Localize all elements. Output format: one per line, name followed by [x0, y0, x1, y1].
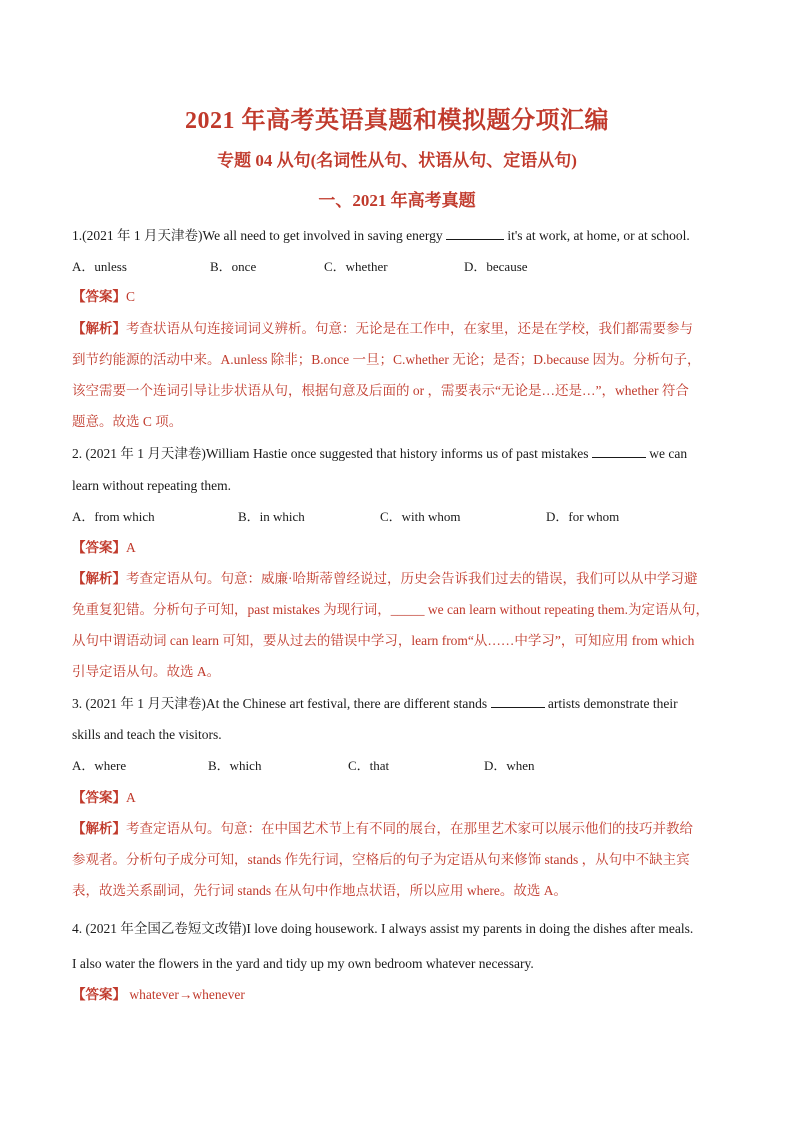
- analysis-label: 【解析】: [72, 821, 126, 836]
- question-2-analysis-line: 免重复犯错。分析句子可知，past mistakes 为现行词，_____ we can learn without repeating them.为定语从句，: [72, 602, 710, 617]
- question-1-analysis-line: 到节约能源的活动中来。A.unless 除非；B.once 一旦；C.whether 无论；是否；D.because 因为。分析句子，: [72, 352, 701, 367]
- question-3-stem-text: 3. (2021 年 1 月天津卷)At the Chinese art festival, there are different stands: [72, 696, 491, 711]
- question-2-analysis-line: 引导定语从句。故选 A。: [72, 664, 221, 679]
- answer-label: 【答案】: [72, 987, 126, 1002]
- analysis-text: 考查定语从句。句意：威廉·哈斯蒂曾经说过，历史会告诉我们过去的错误，我们可以从中学习避: [126, 571, 698, 586]
- question-1-analysis-line: [72, 319, 732, 339]
- option-a: A．unless: [72, 259, 127, 274]
- option-c: C．whether: [324, 259, 388, 274]
- option-a: A．from which: [72, 509, 155, 524]
- question-4-answer: [72, 985, 732, 1005]
- answer-label: 【答案】: [72, 289, 126, 304]
- page-title: 2021 年高考英语真题和模拟题分项汇编: [185, 108, 609, 134]
- option-c: C．with whom: [380, 509, 461, 524]
- answer-blank: [491, 707, 545, 708]
- answer-value: whatever→whenever: [129, 987, 245, 1002]
- question-3-stem-tail: artists demonstrate their: [544, 696, 678, 711]
- question-2-answer: [72, 538, 732, 558]
- answer-blank: [592, 457, 646, 458]
- question-3-stem-line2: skills and teach the visitors.: [72, 727, 222, 742]
- topic-subtitle: 专题 04 从句(名词性从句、状语从句、定语从句): [217, 151, 577, 170]
- section-heading: 一、2021 年高考真题: [318, 191, 476, 210]
- option-d: D．for whom: [546, 509, 620, 524]
- question-2-analysis-line: 从句中谓语动词 can learn 可知，要从过去的错误中学习，learn from“从……中学习”，可知应用 from which: [72, 633, 695, 648]
- answer-label: 【答案】: [72, 540, 126, 555]
- answer-blank: [446, 239, 504, 240]
- question-3-analysis-line: 表，故选关系副词，先行词 stands 在从句中作地点状语，所以应用 where。故选 A。: [72, 883, 567, 898]
- answer-value: C: [126, 289, 136, 304]
- answer-label: 【答案】: [72, 790, 126, 805]
- question-1-analysis-line: 该空需要一个连词引导让步状语从句，根据句意及后面的 or ，需要表示“无论是…还是…”，whether 符合: [72, 383, 689, 398]
- question-2-analysis-line: [72, 569, 732, 589]
- question-4-stem-line2: I also water the flowers in the yard and tidy up my own bedroom whatever necessary.: [72, 956, 534, 971]
- answer-value: A: [126, 790, 136, 805]
- question-1-stem-tail: it's at work, at home, or at school.: [503, 228, 690, 243]
- question-3-analysis-line: 参观者。分析句子成分可知，stands 作先行词，空格后的句子为定语从句来修饰 stands ，从句中不缺主宾: [72, 852, 690, 867]
- option-d: D．when: [484, 758, 535, 773]
- question-3-stem: [72, 694, 732, 714]
- option-a: A．where: [72, 758, 127, 773]
- analysis-text: 考查状语从句连接词词义辨析。句意：无论是在工作中，在家里，还是在学校，我们都需要参与: [126, 321, 693, 336]
- analysis-text: 考查定语从句。句意：在中国艺术节上有不同的展台，在那里艺术家可以展示他们的技巧并教给: [126, 821, 693, 836]
- question-1-analysis-line: 题意。故选 C 项。: [72, 414, 183, 429]
- question-2-stem-line2: learn without repeating them.: [72, 478, 231, 493]
- question-4-stem: 4. (2021 年全国乙卷短文改错)I love doing housework. I always assist my parents in doing the dishes after meals.: [72, 921, 694, 936]
- option-b: B．which: [208, 758, 262, 773]
- answer-value: A: [126, 540, 136, 555]
- analysis-label: 【解析】: [72, 321, 126, 336]
- analysis-label: 【解析】: [72, 571, 126, 586]
- question-1-stem-text: 1.(2021 年 1 月天津卷)We all need to get involved in saving energy: [72, 228, 446, 243]
- question-3-answer: [72, 788, 732, 808]
- option-b: B．once: [210, 259, 257, 274]
- option-b: B．in which: [238, 509, 305, 524]
- question-1-answer: [72, 287, 732, 307]
- question-2-stem-text: 2. (2021 年 1 月天津卷)William Hastie once suggested that history informs us of past mistakes: [72, 446, 592, 461]
- question-2-stem-tail: we can: [645, 446, 688, 461]
- option-d: D．because: [464, 259, 528, 274]
- question-1-stem: [72, 226, 732, 246]
- question-3-analysis-line: [72, 819, 732, 839]
- option-c: C．that: [348, 758, 390, 773]
- question-2-stem: [72, 444, 732, 464]
